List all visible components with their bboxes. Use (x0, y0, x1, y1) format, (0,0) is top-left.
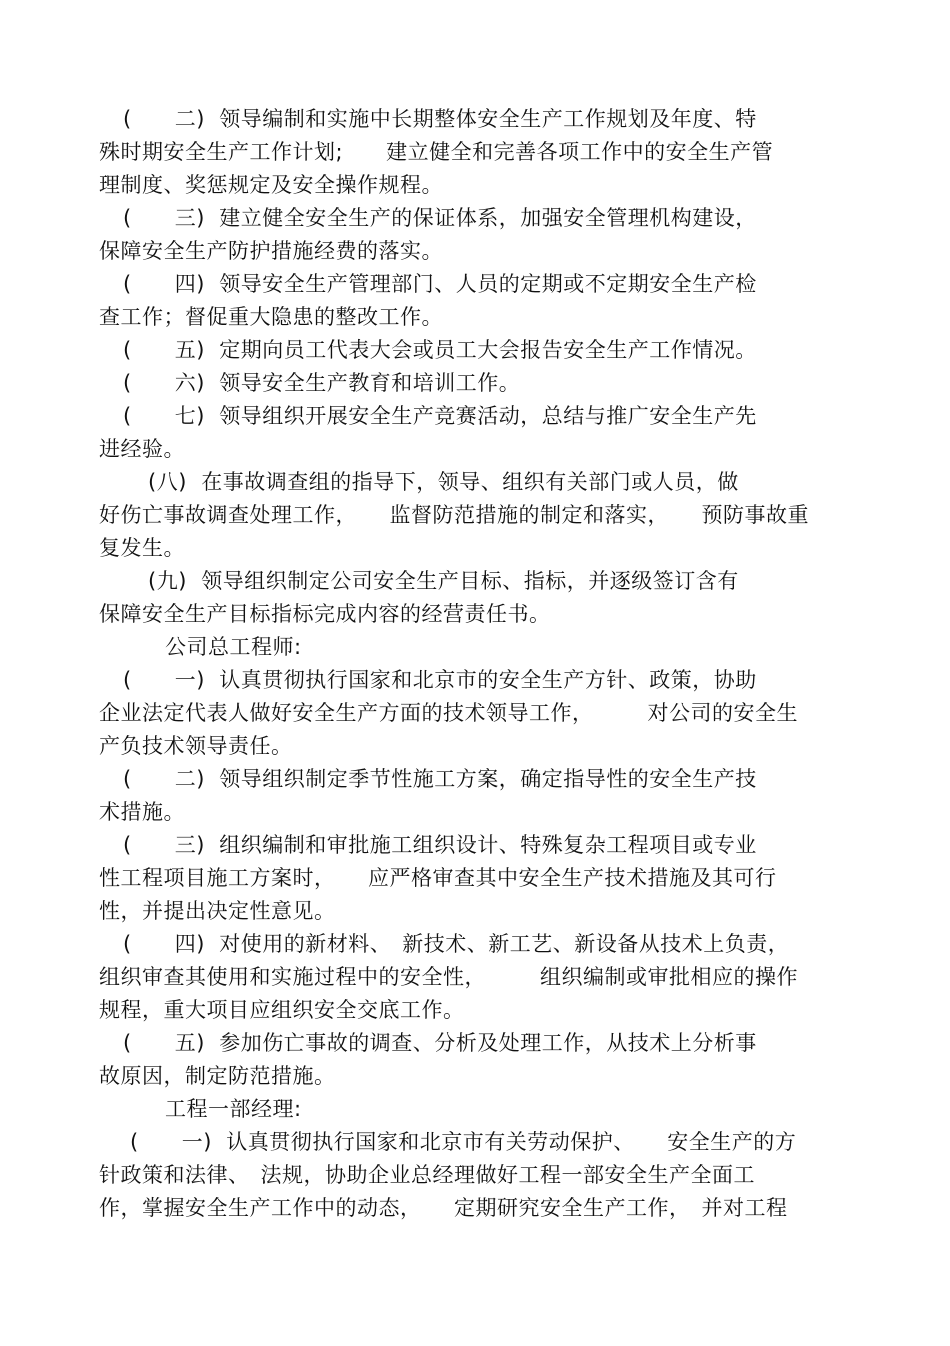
text-line: ( 三) 建立健全安全生产的保证体系，加强安全管理机构建设， (123, 206, 757, 230)
text-line: 企业法定代表人做好安全生产方面的技术领导工作， 对公司的安全生 (99, 701, 798, 725)
text-line: (八) 在事故调查组的指导下，领导、组织有关部门或人员，做 (148, 470, 739, 494)
section-heading: 公司总工程师: (165, 635, 302, 659)
section-heading: 工程一部经理: (165, 1097, 302, 1121)
text-line: 作，掌握安全生产工作中的动态， 定期研究安全生产工作， 并对工程 (99, 1196, 788, 1220)
text-line: 进经验。 (99, 437, 185, 461)
text-line: ( 一) 认真贯彻执行国家和北京市的安全生产方针、政策，协助 (123, 668, 757, 692)
text-line: ( 一) 认真贯彻执行国家和北京市有关劳动保护、 安全生产的方 (130, 1130, 797, 1154)
text-line: ( 六) 领导安全生产教育和培训工作。 (123, 371, 521, 395)
text-line: 规程，重大项目应组织安全交底工作。 (99, 998, 465, 1022)
text-line: 理制度、奖惩规定及安全操作规程。 (99, 173, 443, 197)
text-line: 复发生。 (99, 536, 185, 560)
text-line: ( 七) 领导组织开展安全生产竞赛活动，总结与推广安全生产先 (123, 404, 757, 428)
text-line: ( 五) 参加伤亡事故的调查、分析及处理工作，从技术上分析事 (123, 1031, 757, 1055)
text-line: 查工作；督促重大隐患的整改工作。 (99, 305, 443, 329)
text-line: 术措施。 (99, 800, 185, 824)
text-line: ( 四) 对使用的新材料、 新技术、新工艺、新设备从技术上负责， (123, 932, 790, 956)
text-line: ( 二) 领导编制和实施中长期整体安全生产工作规划及年度、特 (123, 107, 757, 131)
text-line: 性，并提出决定性意见。 (99, 899, 336, 923)
text-line: 产负技术领导责任。 (99, 734, 293, 758)
text-line: 保障安全生产防护措施经费的落实。 (99, 239, 443, 263)
text-line: 好伤亡事故调查处理工作， 监督防范措施的制定和落实， 预防事故重 (99, 503, 809, 527)
text-line: 性工程项目施工方案时， 应严格审查其中安全生产技术措施及其可行 (99, 866, 777, 890)
text-line: ( 五) 定期向员工代表大会或员工大会报告安全生产工作情况。 (123, 338, 757, 362)
text-line: ( 二) 领导组织制定季节性施工方案，确定指导性的安全生产技 (123, 767, 757, 791)
text-line: (九) 领导组织制定公司安全生产目标、指标，并逐级签订含有 (148, 569, 739, 593)
text-line: ( 三) 组织编制和审批施工组织设计、特殊复杂工程项目或专业 (123, 833, 757, 857)
text-line: 保障安全生产目标指标完成内容的经营责任书。 (99, 602, 551, 626)
text-line: 组织审查其使用和实施过程中的安全性， 组织编制或审批相应的操作 (99, 965, 798, 989)
text-line: 殊时期安全生产工作计划; 建立健全和完善各项工作中的安全生产管 (99, 140, 774, 164)
text-line: ( 四) 领导安全生产管理部门、人员的定期或不定期安全生产检 (123, 272, 757, 296)
text-line: 针政策和法律、 法规，协助企业总经理做好工程一部安全生产全面工 (99, 1163, 755, 1187)
text-line: 故原因，制定防范措施。 (99, 1064, 336, 1088)
